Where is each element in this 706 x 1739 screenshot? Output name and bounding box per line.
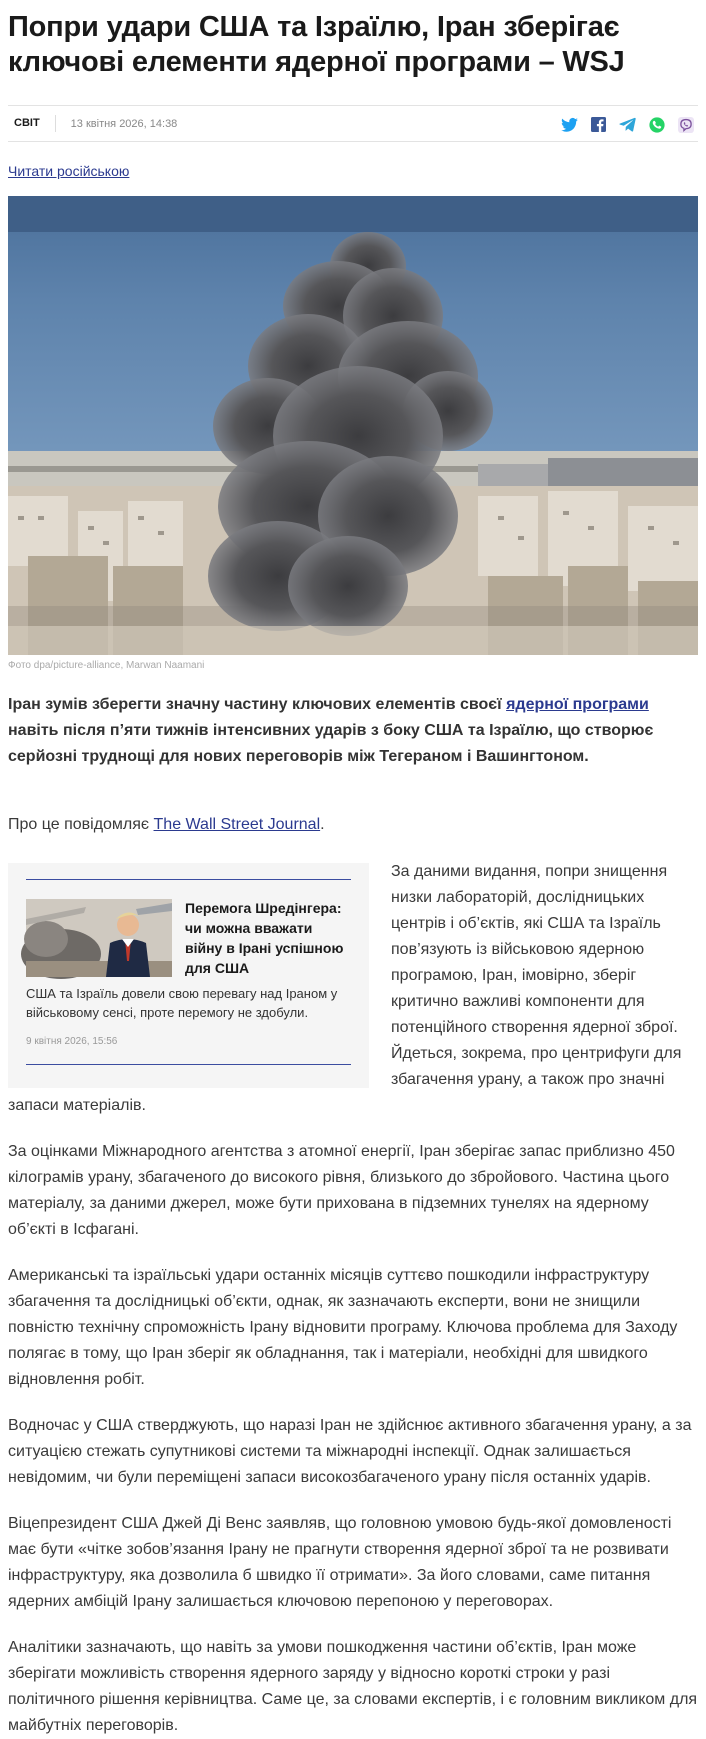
paragraph-1: За даними видання, попри знищення низки лабораторій, дослідницьких центрів і об’єктів, які США та Ізраїль пов’язують із військовою ядерною програмою, Іран, імовірно, зберіг критично важливі компоненти для потенційного створення ядерної зброї. Йдеться, зокрема, про центрифуги для збагачення урану, а також про значні запаси матеріалів. xyxy=(8,863,682,1114)
article-meta-bar xyxy=(8,105,698,142)
whatsapp-icon[interactable] xyxy=(646,114,667,135)
paragraph-5: Віцепрезидент США Джей Ді Венс заявляв, що головною умовою будь-якої домовленості має бути «чітке зобов’язання Ірану не прагнути створення ядерної зброї та не розвивати інфраструктуру, яка дозволила б швидко її отримати». За його словами, саме питання ядерних амбіцій Ірану залишається ключовою перепоною у переговорах. xyxy=(8,1515,672,1610)
read-in-russian-link[interactable]: Читати російською xyxy=(8,163,130,179)
related-header xyxy=(26,899,351,978)
related-top-divider xyxy=(26,879,351,880)
paragraph-2: За оцінками Міжнародного агентства з атомної енергії, Іран зберігає запас приблизно 450 кілограмів урану, збагаченого до високого рівня, близького до збройового. Частина цього матеріалу, за даними джерел, може бути прихована в підземних тунелях на ядерному об’єкті в Ісфагані. xyxy=(8,1143,675,1238)
related-and-paragraph xyxy=(8,859,698,1119)
rubric-link[interactable]: СВІТ xyxy=(8,115,56,132)
share-buttons xyxy=(559,114,696,135)
article-lead xyxy=(8,692,698,770)
source-text: Про це повідомляє xyxy=(8,816,154,833)
viber-icon[interactable] xyxy=(675,114,696,135)
photo-caption: Фото dpa/picture-alliance, Marwan Naamani xyxy=(8,660,205,671)
twitter-icon[interactable] xyxy=(559,114,580,135)
paragraph-3: Американські та ізраїльські удари останніх місяців суттєво пошкодили інфраструктуру збагачення та дослідницькі об’єкти, однак, як зазначають експерти, вони не знищили повністю технічну спроможність Ірану відновити програму. Ключова проблема для Заходу полягає в тому, що Іран зберіг як обладнання, так і матеріали, необхідні для швидкого відновлення робіт. xyxy=(8,1267,678,1388)
related-bottom-divider xyxy=(26,1064,351,1065)
wsj-link[interactable]: The Wall Street Journal xyxy=(153,816,321,833)
telegram-icon[interactable] xyxy=(617,114,638,135)
lead-text-start: Іран зумів зберегти значну частину ключових елементів своєї xyxy=(8,696,507,713)
publish-date: 13 квітня 2026, 14:38 xyxy=(70,117,178,130)
source-paragraph xyxy=(8,812,698,838)
related-thumbnail[interactable] xyxy=(26,899,172,977)
related-description: США та Ізраїль довели свою перевагу над Іраном у військовому сенсі, проте перемогу не здобули. xyxy=(26,986,338,1020)
facebook-icon[interactable] xyxy=(588,114,609,135)
paragraph-4: Водночас у США стверджують, що наразі Іран не здійснює активного збагачення урану, а за ситуацією стежать супутникові системи та міжнародні інспекції. Однак залишається невідомим, чи були переміщені запаси високозбагаченого урану після останніх ударів. xyxy=(8,1417,692,1486)
nuclear-program-link[interactable]: ядерної програми xyxy=(506,696,649,713)
article-title: Попри удари США та Ізраїлю, Іран зберігає ключові елементи ядерної програми – WSJ xyxy=(8,11,625,78)
related-article-card[interactable] xyxy=(8,863,369,1088)
related-title[interactable]: Перемога Шредінгера: чи можна вважати війну в Ірані успішною для США xyxy=(185,900,344,976)
lead-text-end: навіть після п’яти тижнів інтенсивних ударів з боку США та Ізраїлю, що створює серйозні труднощі для нових переговорів між Тегераном і Вашингтоном. xyxy=(8,722,654,765)
source-period: . xyxy=(320,816,325,833)
hero-photo xyxy=(8,196,698,655)
article-page xyxy=(0,10,706,1734)
related-date: 9 квітня 2026, 15:56 xyxy=(26,1036,118,1047)
paragraph-6: Аналітики зазначають, що навіть за умови пошкодження частини об’єктів, Іран може зберігати можливість створення ядерного заряду у відносно короткі строки у разі політичного рішення керівництва. Саме це, за словами експертів, і є головним викликом для майбутніх переговорів. xyxy=(8,1639,698,1734)
